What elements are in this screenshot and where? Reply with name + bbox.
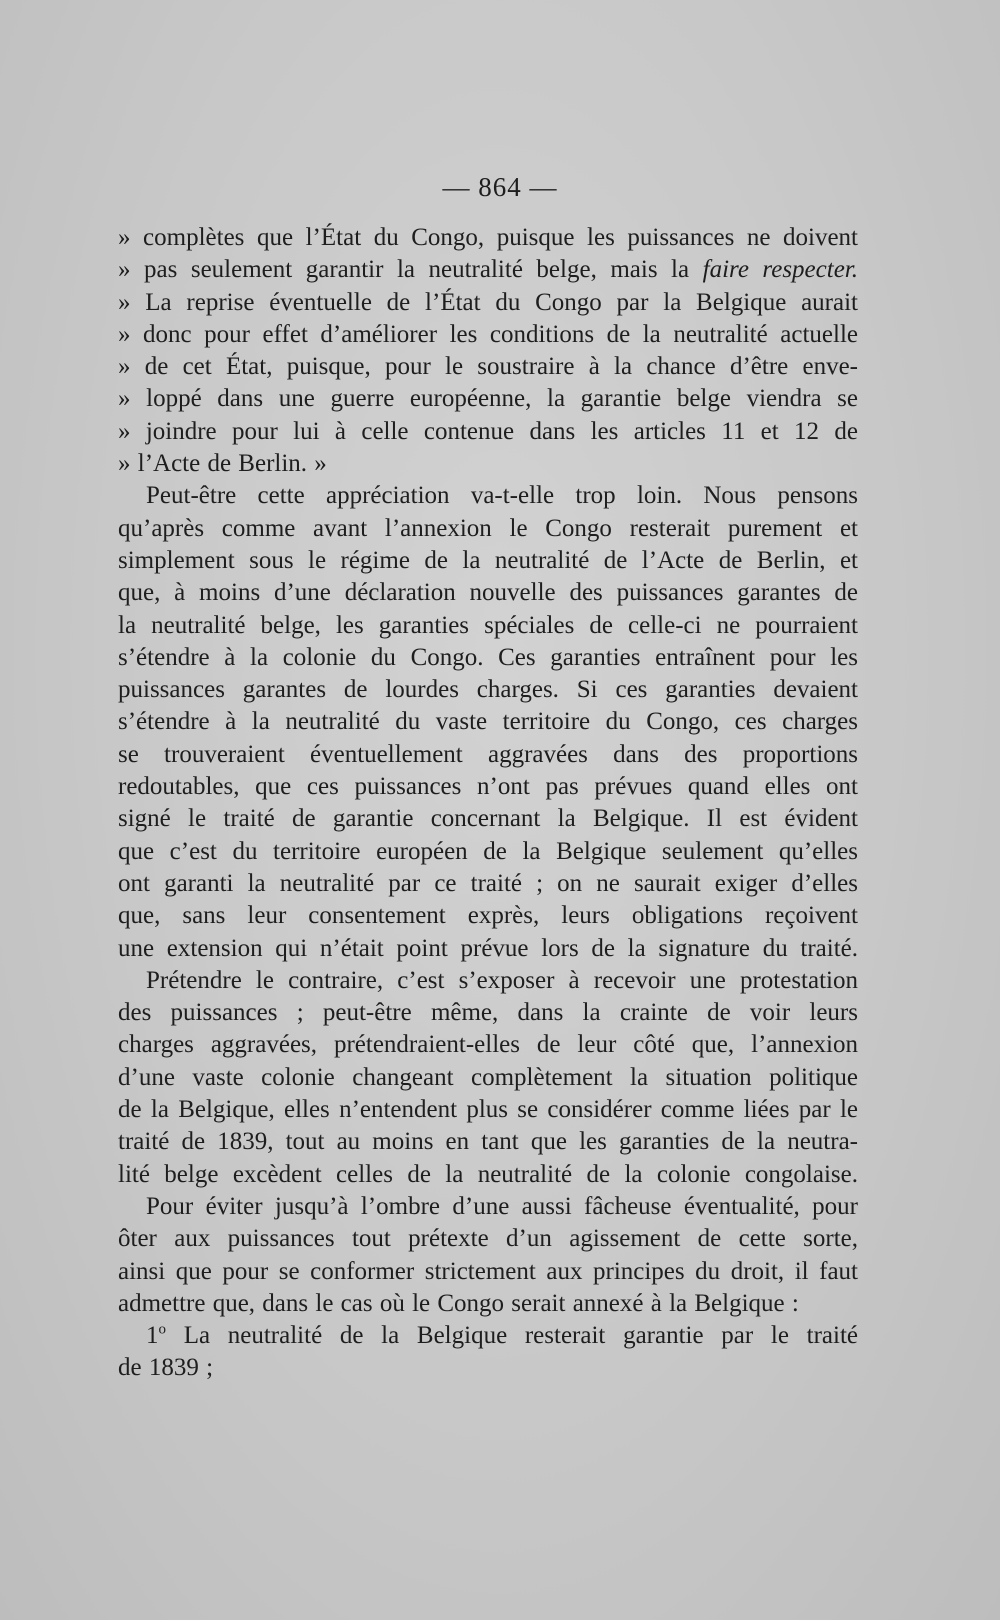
text-line: s’étendre à la colonie du Congo. Ces garanties entraînent pour les [118,643,858,671]
text-line [118,254,858,286]
text-line: qu’après comme avant l’annexion le Congo resterait purement et [118,514,858,542]
text-line: signé le traité de garantie concernant la Belgique. Il est évident [118,805,858,833]
paragraph-start-line: Pour éviter jusqu’à l’ombre d’une aussi fâcheuse éventualité, pour [146,1192,858,1220]
page-number: — 864 — [442,172,558,202]
text-line: que, sans leur consentement exprès, leurs obligations reçoivent [118,902,858,930]
text-line: ainsi que pour se conformer strictement aux principes du droit, il faut [118,1257,858,1285]
text-line: puissances garantes de lourdes charges. Si ces garanties devaient [118,676,858,704]
text-line: redoutables, que ces puissances n’ont pas prévues quand elles ont [118,773,858,801]
text-line: traité de 1839, tout au moins en tant que les garanties de la neutra- [118,1128,858,1156]
paragraph-start-line: Prétendre le contraire, c’est s’exposer à recevoir une protestation [146,966,858,994]
text-line: se trouveraient éventuellement aggravées dans des proportions [118,740,858,768]
text-line: lité belge excèdent celles de la neutralité de la colonie congolaise. [118,1160,858,1188]
text-line: » complètes que l’État du Congo, puisque les puissances ne doivent [118,224,858,251]
text-line: » de cet État, puisque, pour le soustraire à la chance d’être enve- [118,353,858,381]
text-line: des puissances ; peut-être même, dans la crainte de voir leurs [118,999,858,1027]
ordinal-superscript: o [158,1321,166,1338]
text-line: ont garanti la neutralité par ce traité ; on ne saurait exiger d’elles [118,869,858,897]
paragraph-start-line [118,1320,858,1352]
text-line: la neutralité belge, les garanties spéciales de celle-ci ne pourraient [118,611,858,639]
text-line: » joindre pour lui à celle contenue dans les articles 11 et 12 de [118,417,858,445]
italic-emphasis: faire respecter. [702,256,858,284]
list-number: 1 [146,1322,159,1350]
text-line: d’une vaste colonie changeant complètement la situation politique [118,1063,858,1091]
text-line: charges aggravées, prétendraient-elles de leur côté que, l’annexion [118,1031,858,1059]
text-line: de la Belgique, elles n’entendent plus se considérer comme liées par le [118,1096,858,1124]
text-line: admettre que, dans le cas où le Congo serait annexé à la Belgique : [118,1289,799,1317]
text-line: que, à moins d’une déclaration nouvelle des puissances garantes de [118,579,858,607]
text-line: » l’Acte de Berlin. » [118,450,327,478]
text-line-start: » pas seulement garantir la neutralité belge, mais la [118,256,703,284]
text-line: simplement sous le régime de la neutralité de l’Acte de Berlin, et [118,546,858,574]
text-line: » La reprise éventuelle de l’État du Congo par la Belgique aurait [118,288,858,316]
body-text [118,222,858,1385]
text-line: une extension qui n’était point prévue lors de la signature du traité. [118,934,858,962]
text-line: » loppé dans une guerre européenne, la garantie belge viendra se [118,385,858,413]
text-line: ôter aux puissances tout prétexte d’un agissement de cette sorte, [118,1225,858,1253]
paragraph-start-line: Peut-être cette appréciation va-t-elle trop loin. Nous pensons [146,482,858,510]
text-line: que c’est du territoire européen de la Belgique seulement qu’elles [118,837,858,865]
text-line-rest: La neutralité de la Belgique resterait garantie par le traité [166,1322,858,1350]
text-line: de 1839 ; [118,1354,214,1382]
text-line: » donc pour effet d’améliorer les conditions de la neutralité actuelle [118,320,858,348]
text-line: s’étendre à la neutralité du vaste territoire du Congo, ces charges [118,708,858,736]
